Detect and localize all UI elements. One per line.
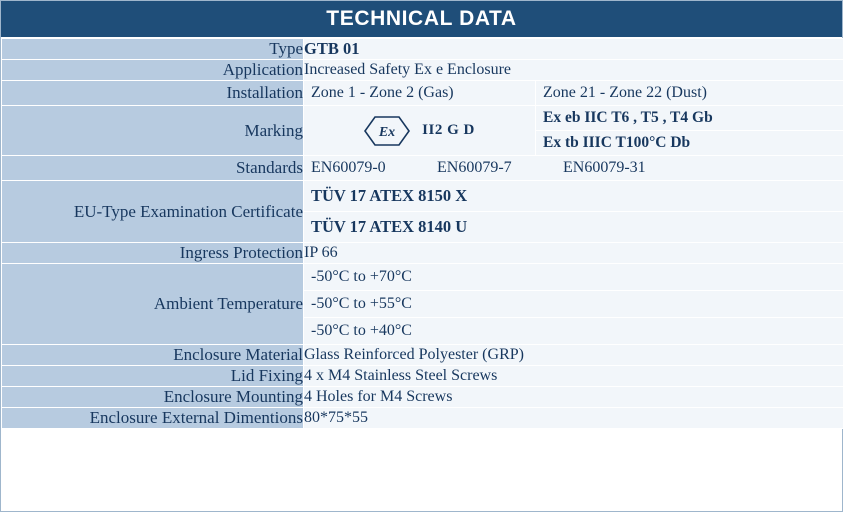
row-value-ingress: IP 66 xyxy=(304,243,843,264)
row-label-ingress: Ingress Protection xyxy=(2,243,304,264)
installation-split xyxy=(304,81,843,105)
installation-dust: Zone 21 - Zone 22 (Dust) xyxy=(536,81,843,105)
ambient-item: -50°C to +70°C xyxy=(304,264,843,291)
marking-cell xyxy=(304,106,843,155)
table-row xyxy=(2,181,843,243)
marking-symbol-group xyxy=(304,106,536,155)
marking-code-dust: Ex tb IIIC T100°C Db xyxy=(536,131,843,155)
table-row xyxy=(2,39,843,60)
standards-list xyxy=(304,156,843,180)
row-value-lid-fixing: 4 x M4 Stainless Steel Screws xyxy=(304,366,843,387)
row-label-type: Type xyxy=(2,39,304,60)
marking-code-gas: Ex eb IIC T6 , T5 , T4 Gb xyxy=(536,106,843,131)
row-value-certificate xyxy=(304,181,843,243)
row-value-marking xyxy=(304,106,843,156)
row-value-ambient-temperature xyxy=(304,264,843,345)
table-row xyxy=(2,156,843,181)
row-value-enclosure-mounting: 4 Holes for M4 Screws xyxy=(304,387,843,408)
row-label-standards: Standards xyxy=(2,156,304,181)
marking-group-text: II2 G D xyxy=(422,122,475,138)
row-label-certificate: EU-Type Examination Certificate xyxy=(2,181,304,243)
row-value-installation xyxy=(304,81,843,106)
table-row xyxy=(2,366,843,387)
table-row xyxy=(2,81,843,106)
row-label-installation: Installation xyxy=(2,81,304,106)
svg-text:Ex: Ex xyxy=(378,124,396,140)
row-value-standards xyxy=(304,156,843,181)
certificate-list xyxy=(304,181,843,242)
table-row xyxy=(2,106,843,156)
table-row xyxy=(2,243,843,264)
ex-hexagon-icon xyxy=(364,116,410,146)
row-label-enclosure-mounting: Enclosure Mounting xyxy=(2,387,304,408)
table-row xyxy=(2,387,843,408)
ambient-item: -50°C to +55°C xyxy=(304,291,843,318)
row-label-lid-fixing: Lid Fixing xyxy=(2,366,304,387)
standard-item: EN60079-0 xyxy=(311,159,386,176)
marking-codes xyxy=(536,106,843,155)
certificate-item: TÜV 17 ATEX 8140 U xyxy=(304,212,843,242)
technical-data-table xyxy=(1,38,843,429)
certificate-item: TÜV 17 ATEX 8150 X xyxy=(304,181,843,212)
row-value-enclosure-material: Glass Reinforced Polyester (GRP) xyxy=(304,345,843,366)
table-row xyxy=(2,345,843,366)
standard-item: EN60079-7 xyxy=(437,159,512,176)
page-title: TECHNICAL DATA xyxy=(1,1,842,38)
row-value-external-dimensions: 80*75*55 xyxy=(304,408,843,429)
row-label-application: Application xyxy=(2,60,304,81)
row-label-external-dimensions: Enclosure External Dimentions xyxy=(2,408,304,429)
table-row xyxy=(2,60,843,81)
installation-gas: Zone 1 - Zone 2 (Gas) xyxy=(304,81,536,105)
row-label-enclosure-material: Enclosure Material xyxy=(2,345,304,366)
row-value-type: GTB 01 xyxy=(304,39,843,60)
ambient-item: -50°C to +40°C xyxy=(304,318,843,344)
row-value-application: Increased Safety Ex e Enclosure xyxy=(304,60,843,81)
standard-item: EN60079-31 xyxy=(563,159,646,176)
row-label-marking: Marking xyxy=(2,106,304,156)
row-label-ambient-temperature: Ambient Temperature xyxy=(2,264,304,345)
table-row xyxy=(2,264,843,345)
table-row xyxy=(2,408,843,429)
